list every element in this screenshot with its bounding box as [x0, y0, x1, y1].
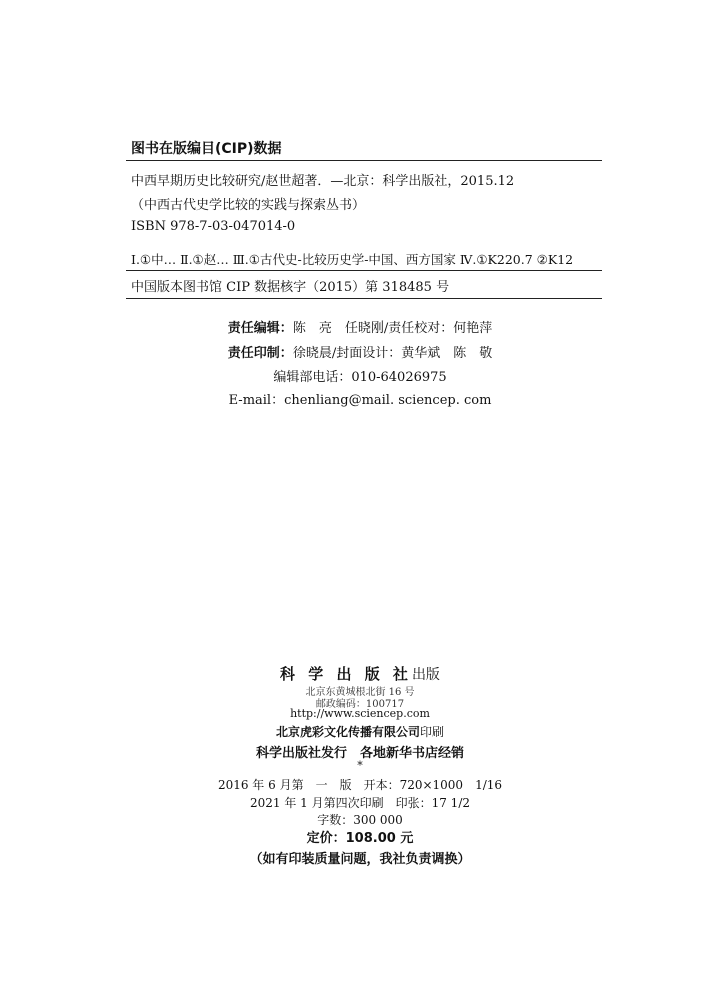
- publisher-line: [0, 663, 720, 684]
- staff-editors: [0, 317, 720, 336]
- cip-mid-rule: [126, 270, 602, 271]
- printing-names: 徐晓晨/封面设计：黄华斌 陈 敬: [292, 346, 493, 361]
- word-count: 字数：300 000: [317, 813, 403, 827]
- printer-line: [0, 723, 720, 740]
- publisher-postcode: 邮政编码：100717: [315, 699, 405, 710]
- editorial-email: E-mail：chenliang@mail. sciencep. com: [228, 393, 492, 408]
- separator-star: *: [357, 759, 363, 772]
- publisher-suffix: 出版: [411, 667, 440, 683]
- staff-printing: [0, 342, 720, 361]
- printer-name: 北京虎彩文化传播有限公司: [275, 725, 420, 739]
- printing-label: 责任印制：: [227, 346, 293, 361]
- printer-suffix: 印刷: [420, 725, 445, 739]
- edition-line-1: 2016 年 6 月第 一 版 开本：720×1000 1/16: [217, 778, 503, 792]
- edition-line-2: 2021 年 1 月第四次印刷 印张：17 1/2: [249, 796, 470, 810]
- distribution-line: 科学出版社发行 各地新华书店经销: [255, 746, 464, 761]
- publisher-address: 北京东黄城根北街 16 号: [305, 687, 415, 698]
- cip-bottom-rule: [126, 298, 602, 299]
- publisher-website: http://www.sciencep.com: [290, 707, 430, 720]
- cip-line-series: （中西古代史学比较的实践与探索丛书）: [131, 198, 366, 213]
- cip-line-title: 中西早期历史比较研究/赵世超著．—北京：科学出版社，2015.12: [131, 174, 515, 189]
- editor-label: 责任编辑：: [227, 321, 293, 336]
- editor-names: 陈 亮 任晓刚/责任校对：何艳萍: [292, 321, 493, 336]
- price: 定价：108.00 元: [306, 831, 414, 846]
- cip-heading: 图书在版编目(CIP)数据: [131, 141, 282, 157]
- cip-record: 中国版本图书馆 CIP 数据核字（2015）第 318485 号: [131, 280, 450, 295]
- publisher-name: 科 学 出 版 社: [280, 665, 412, 683]
- quality-note: （如有印装质量问题，我社负责调换）: [249, 852, 471, 867]
- editorial-phone: 编辑部电话：010-64026975: [273, 370, 447, 385]
- cip-line-classification: Ⅰ.①中… Ⅱ.①赵… Ⅲ.①古代史-比较历史学-中国、西方国家 Ⅳ.①K220.7 ②K12: [131, 252, 574, 267]
- cip-line-isbn: ISBN 978-7-03-047014-0: [131, 219, 296, 234]
- cip-top-rule: [126, 160, 602, 161]
